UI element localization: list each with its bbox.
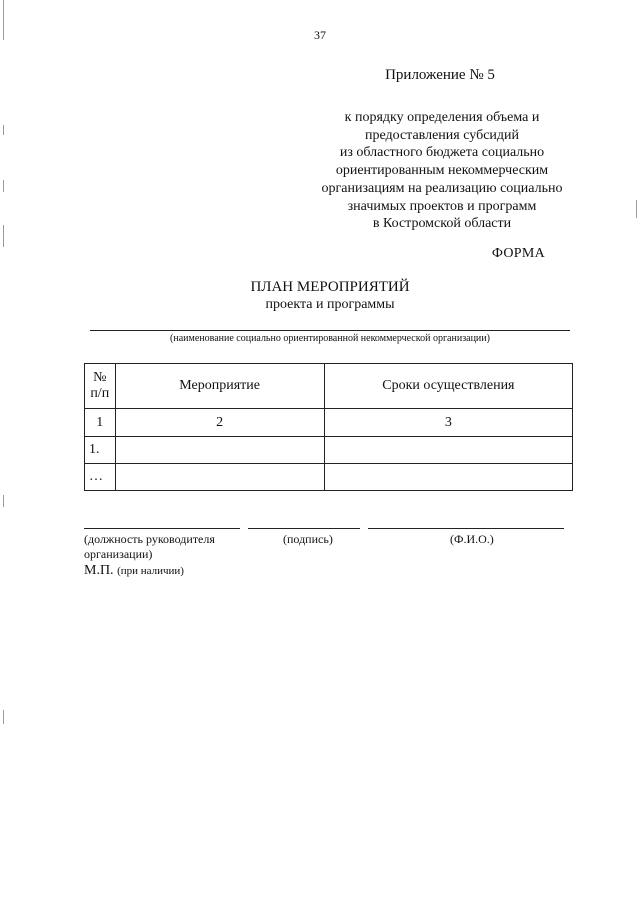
table-cell — [115, 437, 324, 464]
column-number: 2 — [115, 409, 324, 437]
header-timing: Сроки осуществления — [324, 364, 572, 409]
scan-edge-mark — [3, 225, 4, 247]
table-header-row — [85, 364, 573, 409]
appendix-subtitle-line: к порядку определения объема и — [344, 110, 540, 125]
plan-table — [84, 363, 573, 491]
full-name-line — [368, 528, 564, 529]
plan-subtitle: проекта и программы — [265, 297, 395, 312]
scan-edge-mark — [3, 125, 4, 135]
signature-line — [248, 528, 360, 529]
scan-edge-mark — [3, 710, 4, 724]
position-signature-line — [84, 528, 240, 529]
seal-label — [84, 563, 184, 579]
form-label: ФОРМА — [491, 246, 545, 261]
organization-name-caption: (наименование социально ориентированной некоммерческой организации) — [170, 333, 490, 344]
column-number-row — [85, 409, 573, 437]
signature-caption: (подпись) — [283, 532, 333, 546]
table-row — [85, 437, 573, 464]
table-cell — [324, 437, 572, 464]
table-cell — [115, 464, 324, 491]
header-number-line1: № — [93, 370, 107, 385]
appendix-subtitle-line: ориентированным некоммерческим — [335, 163, 549, 179]
full-name-caption: (Ф.И.О.) — [450, 532, 494, 546]
table-cell: … — [85, 464, 116, 491]
table-cell: 1. — [85, 437, 116, 464]
appendix-subtitle-line: предоставления субсидий — [364, 127, 520, 143]
table-row — [85, 464, 573, 491]
appendix-subtitle-line: организациям на реализацию социально — [321, 180, 563, 196]
appendix-subtitle — [288, 109, 596, 233]
table-cell — [324, 464, 572, 491]
position-caption-line1: (должность руководителя — [84, 532, 215, 546]
organization-name-line — [90, 330, 570, 331]
scan-edge-mark — [636, 200, 637, 218]
header-event: Мероприятие — [115, 364, 324, 409]
appendix-title: Приложение № 5 — [385, 67, 495, 83]
page-number: 37 — [314, 28, 326, 42]
seal-abbreviation: М.П. — [84, 563, 114, 578]
position-caption-line2: организации) — [84, 547, 153, 561]
header-number — [85, 364, 116, 409]
scan-edge-mark — [3, 180, 4, 192]
scan-edge-mark — [3, 495, 4, 507]
column-number: 1 — [85, 409, 116, 437]
plan-title: ПЛАН МЕРОПРИЯТИЙ — [250, 279, 410, 295]
position-caption — [84, 532, 254, 562]
column-number: 3 — [324, 409, 572, 437]
appendix-subtitle-line: в Костромской области — [372, 216, 512, 232]
seal-note: (при наличии) — [117, 565, 184, 577]
appendix-subtitle-line: значимых проектов и программ — [347, 198, 537, 214]
header-number-line2: п/п — [90, 386, 110, 401]
appendix-subtitle-line: из областного бюджета социально — [339, 145, 545, 161]
